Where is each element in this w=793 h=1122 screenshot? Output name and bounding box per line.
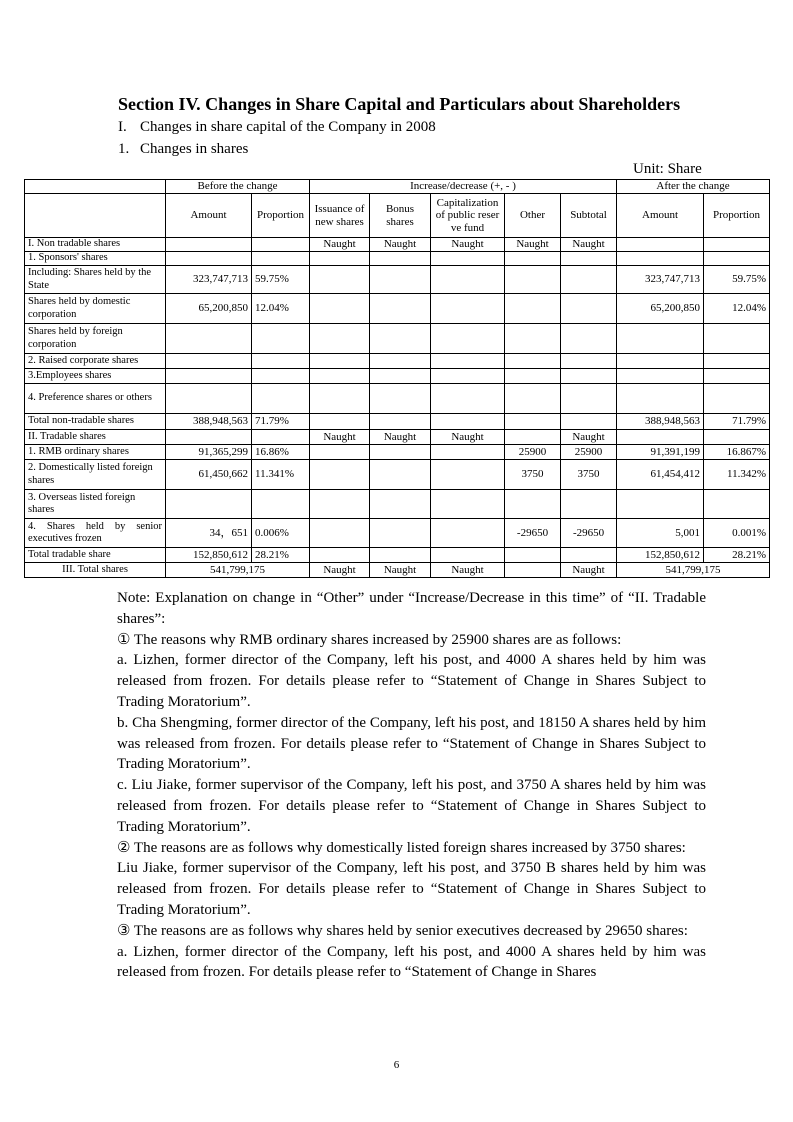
row-label: 3.Employees shares [25, 369, 166, 384]
proportion-after-cell [704, 430, 770, 445]
note-paragraph: Note: Explanation on change in “Other” under “Increase/Decrease in this time” of “II. Tradable shares”: [117, 590, 706, 627]
table-row [25, 445, 770, 460]
note-paragraph: c. Liu Jiake, former supervisor of the Company, left his post, and 3750 A shares held by him was released from frozen. For details please refer to “Statement of Change in Shares Subject to Trading Moratorium”. [117, 777, 706, 835]
row-label: 1. Sponsors' shares [25, 252, 166, 266]
proportion-before-cell [252, 430, 310, 445]
unit-label: Unit: Share [633, 161, 702, 177]
proportion-before-cell: 0.006% [252, 519, 310, 548]
subtotal-cell: 3750 [561, 460, 617, 490]
table-row [25, 266, 770, 294]
subtotal-cell [561, 294, 617, 324]
header-increase-decrease: Increase/decrease (+, - ) [310, 180, 617, 194]
note-paragraph: b. Cha Shengming, former director of the Company, left his post, and 18150 A shares held by him was released from frozen. For details please refer to “Statement of Change in Shares Subject to Trading Moratorium”. [117, 714, 706, 773]
bonus-cell: Naught [370, 430, 431, 445]
row-label: I. Non tradable shares [25, 238, 166, 252]
amount-after-cell [617, 430, 704, 445]
issuance-cell [310, 294, 370, 324]
subheading-share-capital [118, 119, 436, 136]
other-cell [505, 384, 561, 414]
bonus-cell [370, 252, 431, 266]
table-row [25, 384, 770, 414]
subtotal-cell [561, 548, 617, 563]
amount-before-cell [166, 324, 252, 354]
table-row [25, 369, 770, 384]
subtotal-cell: -29650 [561, 519, 617, 548]
issuance-cell [310, 252, 370, 266]
proportion-before-cell [252, 384, 310, 414]
header-blank-cell [25, 180, 166, 194]
amount-before-cell: 323,747,713 [166, 266, 252, 294]
other-cell [505, 369, 561, 384]
header-proportion-before: Proportion [252, 194, 310, 238]
capitalization-cell [431, 414, 505, 430]
issuance-cell [310, 445, 370, 460]
row-label: 4. Shares held by senior executives frozen [25, 519, 166, 548]
table-row [25, 324, 770, 354]
header-other: Other [505, 194, 561, 238]
subheading-number: I. [118, 119, 127, 135]
proportion-after-cell: 12.04% [704, 294, 770, 324]
amount-before-cell: 65,200,850 [166, 294, 252, 324]
subtotal-cell [561, 490, 617, 519]
row-label: Total tradable share [25, 548, 166, 563]
row-label: 2. Raised corporate shares [25, 354, 166, 369]
total-before-cell: 541,799,175 [166, 563, 310, 578]
other-cell [505, 430, 561, 445]
bonus-cell [370, 324, 431, 354]
page-number: 6 [393, 1059, 400, 1071]
table-row [25, 354, 770, 369]
table-group-header-row [25, 180, 770, 194]
proportion-before-cell: 11.341% [252, 460, 310, 490]
proportion-before-cell [252, 252, 310, 266]
amount-before-cell [166, 354, 252, 369]
issuance-cell [310, 369, 370, 384]
subtotal-cell: Naught [561, 238, 617, 252]
subtotal-cell [561, 252, 617, 266]
note-paragraph: ② The reasons are as follows why domestically listed foreign shares increased by 3750 shares: [117, 839, 686, 856]
amount-after-cell [617, 354, 704, 369]
issuance-cell [310, 519, 370, 548]
proportion-after-cell [704, 490, 770, 519]
capitalization-cell [431, 460, 505, 490]
row-label: Shares held by foreign corporation [25, 324, 166, 354]
issuance-cell [310, 414, 370, 430]
bonus-cell [370, 445, 431, 460]
amount-before-cell: 34，651 [166, 519, 252, 548]
issuance-cell [310, 266, 370, 294]
bonus-cell: Naught [370, 563, 431, 578]
header-after-change: After the change [617, 180, 770, 194]
amount-after-cell [617, 324, 704, 354]
other-cell [505, 563, 561, 578]
subtotal-cell [561, 384, 617, 414]
bonus-cell [370, 548, 431, 563]
issuance-cell [310, 460, 370, 490]
row-label: Total non-tradable shares [25, 414, 166, 430]
amount-after-cell: 91,391,199 [617, 445, 704, 460]
proportion-after-cell: 11.342% [704, 460, 770, 490]
amount-after-cell [617, 252, 704, 266]
proportion-after-cell: 71.79% [704, 414, 770, 430]
other-cell: -29650 [505, 519, 561, 548]
section-heading: Section IV. Changes in Share Capital and Particulars about Shareholders [118, 94, 681, 114]
bonus-cell [370, 266, 431, 294]
capitalization-cell [431, 548, 505, 563]
header-issuance: Issuance of new shares [310, 194, 370, 238]
row-label: 1. RMB ordinary shares [25, 445, 166, 460]
proportion-before-cell [252, 369, 310, 384]
bonus-cell [370, 414, 431, 430]
header-bonus: Bonus shares [370, 194, 431, 238]
total-after-cell: 541,799,175 [617, 563, 770, 578]
issuance-cell: Naught [310, 238, 370, 252]
proportion-before-cell: 28.21% [252, 548, 310, 563]
table-row [25, 519, 770, 548]
row-label: Shares held by domestic corporation [25, 294, 166, 324]
other-cell [505, 354, 561, 369]
table-column-header-row [25, 194, 770, 238]
row-label: III. Total shares [25, 563, 166, 578]
proportion-before-cell [252, 324, 310, 354]
subtotal-cell: Naught [561, 563, 617, 578]
issuance-cell [310, 548, 370, 563]
amount-after-cell: 5,001 [617, 519, 704, 548]
bonus-cell [370, 354, 431, 369]
row-label: 3. Overseas listed foreign shares [25, 490, 166, 519]
row-label: Including: Shares held by the State [25, 266, 166, 294]
other-cell [505, 548, 561, 563]
amount-before-cell [166, 369, 252, 384]
share-changes-table [24, 179, 770, 578]
subtotal-cell: 25900 [561, 445, 617, 460]
proportion-after-cell: 59.75% [704, 266, 770, 294]
bonus-cell [370, 369, 431, 384]
amount-before-cell: 388,948,563 [166, 414, 252, 430]
header-amount-after: Amount [617, 194, 704, 238]
subtotal-cell [561, 266, 617, 294]
note-paragraph: a. Lizhen, former director of the Company, left his post, and 4000 A shares held by him was released from frozen. For details please refer to “Statement of Change in Shares [117, 943, 706, 981]
amount-before-cell: 152,850,612 [166, 548, 252, 563]
table-row [25, 252, 770, 266]
proportion-after-cell [704, 384, 770, 414]
subtotal-cell: Naught [561, 430, 617, 445]
capitalization-cell [431, 445, 505, 460]
amount-after-cell [617, 384, 704, 414]
amount-after-cell [617, 238, 704, 252]
other-cell [505, 324, 561, 354]
proportion-before-cell [252, 490, 310, 519]
other-cell: 3750 [505, 460, 561, 490]
amount-before-cell [166, 430, 252, 445]
amount-before-cell [166, 384, 252, 414]
capitalization-cell [431, 490, 505, 519]
note-paragraph: a. Lizhen, former director of the Company, left his post, and 4000 A shares held by him was released from frozen. For details please refer to “Statement of Change in Shares Subject to Trading Moratorium”. [117, 652, 706, 710]
capitalization-cell: Naught [431, 238, 505, 252]
amount-before-cell: 91,365,299 [166, 445, 252, 460]
amount-before-cell [166, 238, 252, 252]
other-cell [505, 490, 561, 519]
issuance-cell: Naught [310, 430, 370, 445]
issuance-cell [310, 354, 370, 369]
proportion-after-cell [704, 324, 770, 354]
proportion-before-cell: 59.75% [252, 266, 310, 294]
proportion-before-cell: 71.79% [252, 414, 310, 430]
header-before-change: Before the change [166, 180, 310, 194]
other-cell [505, 252, 561, 266]
bonus-cell [370, 519, 431, 548]
subtotal-cell [561, 369, 617, 384]
proportion-after-cell [704, 354, 770, 369]
bonus-cell: Naught [370, 238, 431, 252]
row-label: 2. Domestically listed foreign shares [25, 460, 166, 490]
proportion-after-cell: 0.001% [704, 519, 770, 548]
table-row [25, 430, 770, 445]
explanation-notes [117, 588, 706, 983]
capitalization-cell [431, 266, 505, 294]
amount-after-cell: 61,454,412 [617, 460, 704, 490]
other-cell: 25900 [505, 445, 561, 460]
table-row [25, 490, 770, 519]
subheading-changes-in-shares [118, 141, 248, 158]
row-label: II. Tradable shares [25, 430, 166, 445]
subheading-text: Changes in share capital of the Company in 2008 [140, 119, 436, 135]
amount-after-cell: 323,747,713 [617, 266, 704, 294]
header-blank-cell [25, 194, 166, 238]
other-cell [505, 294, 561, 324]
capitalization-cell [431, 354, 505, 369]
table-row [25, 238, 770, 252]
header-subtotal: Subtotal [561, 194, 617, 238]
proportion-after-cell [704, 252, 770, 266]
header-amount-before: Amount [166, 194, 252, 238]
bonus-cell [370, 490, 431, 519]
proportion-before-cell [252, 354, 310, 369]
proportion-after-cell: 16.867% [704, 445, 770, 460]
amount-after-cell [617, 490, 704, 519]
subtotal-cell [561, 414, 617, 430]
amount-after-cell [617, 369, 704, 384]
proportion-after-cell [704, 238, 770, 252]
note-paragraph: ① The reasons why RMB ordinary shares increased by 25900 shares are as follows: [117, 631, 622, 648]
issuance-cell [310, 384, 370, 414]
bonus-cell [370, 384, 431, 414]
note-paragraph: Liu Jiake, former supervisor of the Company, left his post, and 3750 B shares held by him was released from frozen. For details please refer to “Statement of Change in Shares Subject to Trading Moratorium”. [117, 860, 706, 918]
issuance-cell: Naught [310, 563, 370, 578]
header-proportion-after: Proportion [704, 194, 770, 238]
proportion-after-cell: 28.21% [704, 548, 770, 563]
header-capitalization: Capitalization of public reserve fund [431, 194, 505, 238]
capitalization-cell: Naught [431, 563, 505, 578]
other-cell [505, 266, 561, 294]
total-shares-row [25, 563, 770, 578]
row-label: 4. Preference shares or others [25, 384, 166, 414]
amount-before-cell [166, 252, 252, 266]
capitalization-cell [431, 252, 505, 266]
note-paragraph: ③ The reasons are as follows why shares held by senior executives decreased by 29650 shares: [117, 922, 688, 939]
other-cell [505, 414, 561, 430]
table-row [25, 548, 770, 563]
table-row [25, 294, 770, 324]
amount-after-cell: 152,850,612 [617, 548, 704, 563]
capitalization-cell [431, 384, 505, 414]
amount-before-cell [166, 490, 252, 519]
amount-after-cell: 388,948,563 [617, 414, 704, 430]
bonus-cell [370, 294, 431, 324]
issuance-cell [310, 490, 370, 519]
capitalization-cell: Naught [431, 430, 505, 445]
issuance-cell [310, 324, 370, 354]
proportion-before-cell [252, 238, 310, 252]
proportion-after-cell [704, 369, 770, 384]
amount-before-cell: 61,450,662 [166, 460, 252, 490]
capitalization-cell [431, 294, 505, 324]
capitalization-cell [431, 369, 505, 384]
table-row [25, 414, 770, 430]
capitalization-cell [431, 519, 505, 548]
subtotal-cell [561, 354, 617, 369]
table-row [25, 460, 770, 490]
proportion-before-cell: 16.86% [252, 445, 310, 460]
subtotal-cell [561, 324, 617, 354]
proportion-before-cell: 12.04% [252, 294, 310, 324]
other-cell: Naught [505, 238, 561, 252]
bonus-cell [370, 460, 431, 490]
capitalization-cell [431, 324, 505, 354]
subheading-number: 1. [118, 141, 130, 157]
subheading-text: Changes in shares [140, 141, 249, 157]
amount-after-cell: 65,200,850 [617, 294, 704, 324]
